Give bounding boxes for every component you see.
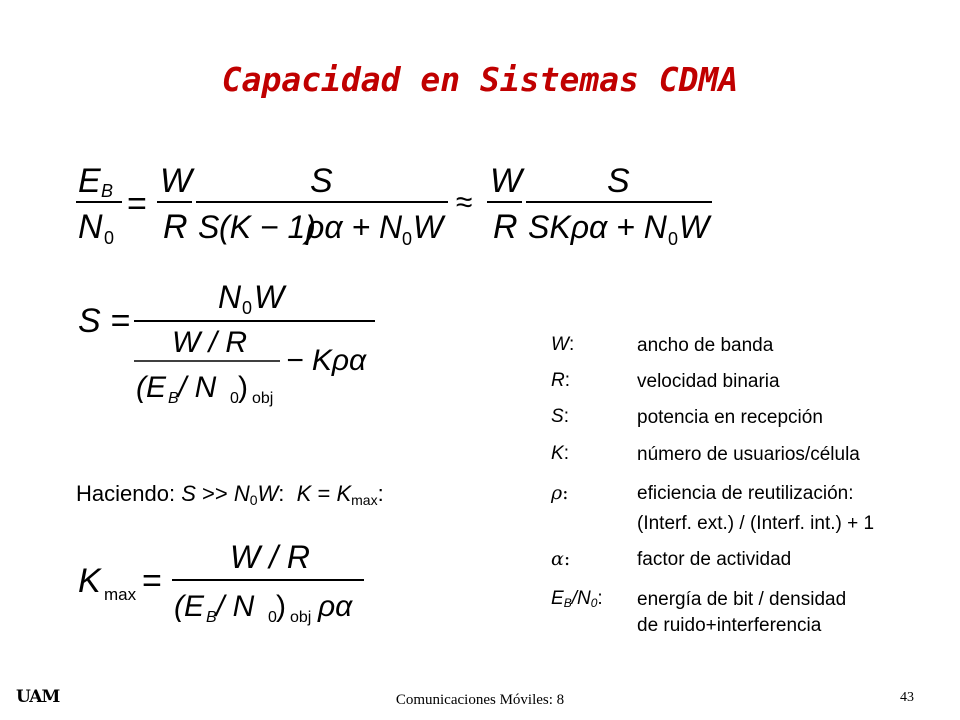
legend-symbol: ρ (551, 482, 563, 504)
legend-desc-line2: de ruido+interferencia (637, 615, 822, 636)
eq3-den-c: ) (276, 590, 286, 623)
eq3-lhs: K (78, 562, 101, 600)
legend-mid: /N (571, 588, 591, 609)
eq3-equals: = (142, 562, 162, 600)
eq3-den-d: ρα (318, 590, 353, 623)
legend-colon: : (568, 334, 575, 355)
legend-desc: ancho de banda (637, 335, 774, 356)
legend-colon: : (563, 548, 571, 570)
eq1-f2-den-b: (K − 1) (219, 209, 316, 245)
eq2-inner-den-sub2: 0 (230, 390, 239, 407)
legend-desc: energía de bit / densidad (637, 589, 847, 610)
eq3-lhs-sub: max (104, 585, 137, 604)
eq2-inner-den-a: (E (136, 371, 166, 404)
legend-desc: potencia en recepción (637, 407, 823, 428)
legend-colon: : (563, 406, 569, 427)
eq1-f3-den: R (493, 208, 518, 246)
haciendo-gtgt: >> (202, 481, 228, 506)
legend-colon: : (564, 370, 571, 391)
eq2-num-b: W (254, 279, 285, 315)
eq1-f4-den-sub: 0 (668, 229, 679, 249)
eq1-f4-num: S (607, 162, 630, 200)
eq1-lhs-num-sub: B (101, 181, 114, 201)
eq1-f2-den-d: W (413, 209, 444, 245)
legend-symbol: K (551, 443, 564, 464)
legend-sub2: 0 (590, 596, 598, 610)
legend-symbol: W (551, 334, 569, 355)
eq1-f2-num: S (310, 162, 333, 200)
legend-colon: : (597, 588, 603, 609)
legend-symbol: E (551, 588, 564, 609)
eq1-f1-num: W (160, 162, 193, 200)
eq2-inner-den-c: ) (238, 371, 248, 404)
eq2-inner-den-sub1: B (168, 390, 179, 407)
eq1-frac-wr (157, 162, 195, 246)
footer-text: Comunicaciones Móviles: 8 (395, 692, 565, 708)
legend-symbol: S (551, 406, 564, 427)
eq3-den-sub3: obj (290, 609, 312, 626)
eq2-minus: − Kρα (286, 344, 367, 377)
haciendo-kmax-sub: max (351, 492, 378, 508)
eq2-num-a: N (218, 279, 242, 315)
haciendo-kmax: K (336, 481, 352, 506)
eq1-lhs-num: E (78, 162, 101, 200)
eq1-f3-num: W (490, 162, 523, 200)
eq1-f4-den-b: W (679, 209, 710, 245)
uam-logo: UAM (16, 687, 60, 707)
slide-title: Capacidad en Sistemas CDMA (221, 60, 739, 99)
eq1-f4-den-a: SKρα + N (528, 209, 667, 245)
eq2-inner-num: W / R (172, 326, 247, 359)
haciendo-colon2: : (377, 481, 384, 506)
legend-symbol: R (551, 370, 565, 391)
legend-desc: factor de actividad (637, 549, 792, 570)
eq1-frac-wr-2 (487, 162, 525, 246)
legend-symbol: α (551, 548, 564, 570)
eq1-lhs-den-sub: 0 (104, 228, 115, 248)
eq1-equals: = (127, 185, 147, 223)
haciendo-w: W (257, 481, 279, 506)
eq1-f2-den-sub: 0 (402, 229, 413, 249)
equation-kmax (78, 539, 364, 626)
eq3-num: W / R (230, 539, 310, 575)
haciendo-colon: : (278, 481, 285, 506)
eq1-approx: ≈ (456, 186, 473, 219)
haciendo-label: Haciendo: (76, 481, 176, 506)
legend-desc-line2: (Interf. ext.) / (Interf. int.) + 1 (637, 513, 875, 534)
equation-s (78, 279, 375, 407)
haciendo-n: N (233, 481, 250, 506)
eq1-f2-den-c: ρα + N (306, 209, 403, 245)
eq3-den-sub1: B (206, 609, 217, 626)
eq1-lhs-den: N (78, 208, 103, 246)
legend-desc: eficiencia de reutilización: (637, 483, 854, 504)
eq1-frac-s-exact (196, 162, 448, 249)
eq3-den-a: (E (174, 590, 204, 623)
eq1-frac-s-approx (526, 162, 712, 249)
haciendo-k: K (296, 481, 312, 506)
page-number: 43 (900, 690, 914, 705)
legend-sub1: B (563, 596, 572, 610)
haciendo-s: S (181, 481, 196, 506)
legend-desc: número de usuarios/célula (637, 444, 860, 465)
haciendo-line (76, 481, 384, 508)
legend-colon: : (563, 443, 569, 464)
eq2-lhs: S = (78, 302, 130, 340)
eq2-inner-den-b: / N (178, 371, 217, 404)
legend-colon: : (562, 482, 569, 504)
haciendo-n-sub: 0 (249, 492, 258, 508)
eq3-den-b: / N (216, 590, 255, 623)
eq2-num-sub: 0 (242, 298, 253, 318)
eq2-inner-den-sub3: obj (252, 390, 274, 407)
eq1-f2-den-a: S (198, 209, 220, 245)
eq1-f1-den: R (163, 208, 188, 246)
eq1-lhs-fraction (76, 162, 122, 248)
haciendo-eq: = (317, 481, 331, 506)
legend-desc: velocidad binaria (637, 371, 780, 392)
eq3-den-sub2: 0 (268, 609, 277, 626)
